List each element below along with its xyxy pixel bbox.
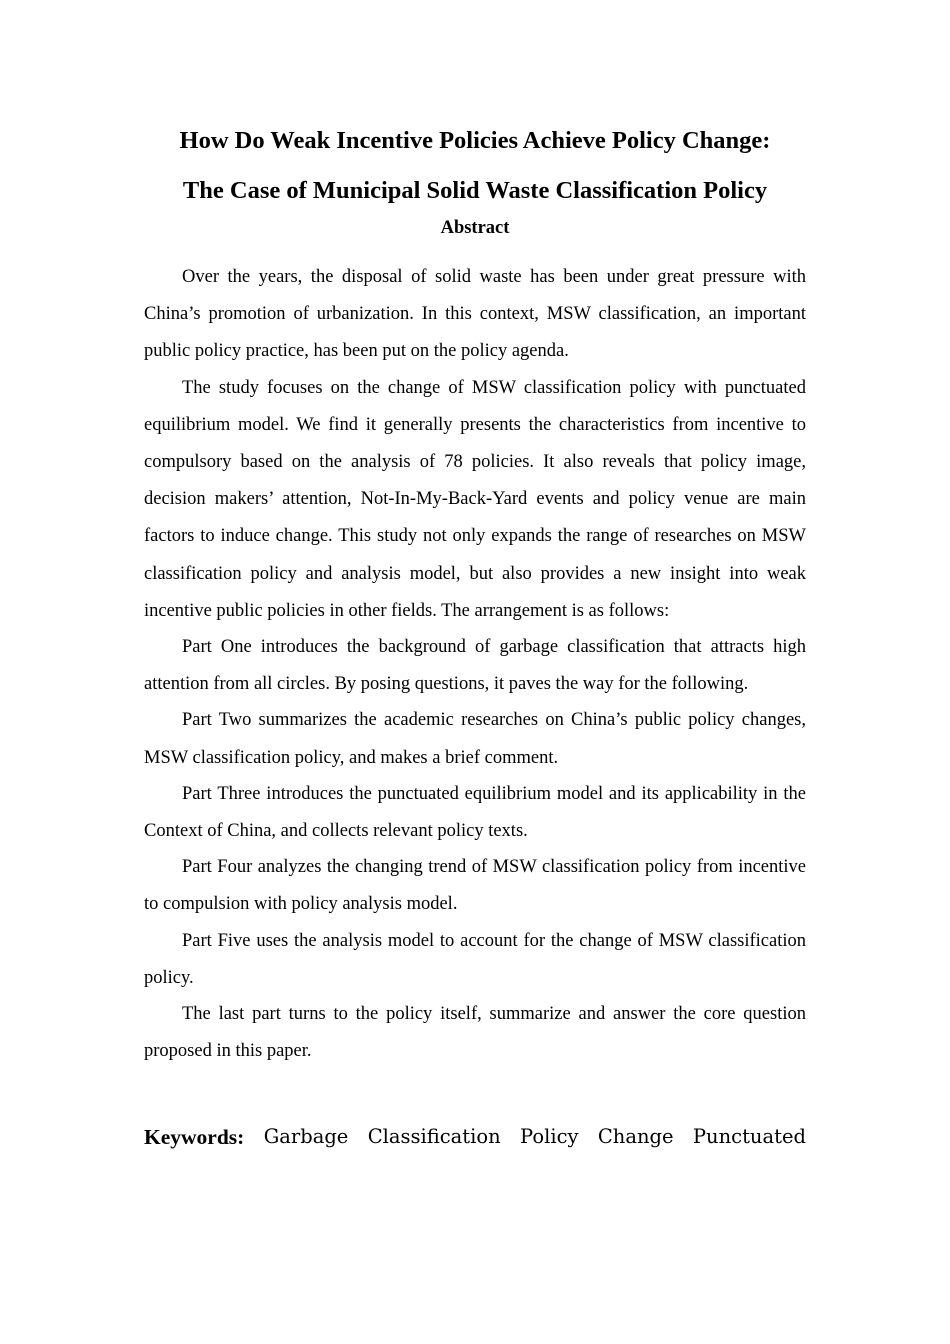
- keyword: Punctuated: [692, 1125, 806, 1148]
- paper-title-line-1: How Do Weak Incentive Policies Achieve Policy Change:: [179, 127, 771, 154]
- abstract-paragraph: Part Five uses the analysis model to account for the change of MSW classification policy.: [144, 930, 806, 988]
- abstract-heading: Abstract: [440, 218, 510, 238]
- abstract-paragraph: The last part turns to the policy itself, summarize and answer the core question proposed in this paper.: [144, 1004, 806, 1062]
- abstract-paragraph: Part Four analyzes the changing trend of MSW classification policy from incentive to compulsion with policy analysis model.: [144, 857, 806, 915]
- keyword: Change: [597, 1125, 674, 1148]
- abstract-paragraph: The study focuses on the change of MSW classification policy with punctuated equilibrium model. We find it generally presents the characteristics from incentive to compulsory based on the analysis of 78 policies. It also reveals that policy image, decision makers’ attention, Not-In-My-Back-Yard events and policy venue are main factors to induce change. This study not only expands the range of researches on MSW classification policy and analysis model, but also provides a new insight into weak incentive public policies in other fields. The arrangement is as follows:: [144, 377, 806, 621]
- abstract-paragraph: Part Three introduces the punctuated equilibrium model and its applicability in the Context of China, and collects relevant policy texts.: [144, 783, 806, 842]
- abstract-paragraph: Part Two summarizes the academic researches on China’s public policy changes, MSW classification policy, and makes a brief comment.: [144, 710, 806, 768]
- keywords-label: Keywords:: [144, 1125, 245, 1149]
- abstract-body: [144, 259, 806, 1070]
- keyword: Classification: [367, 1125, 501, 1148]
- keyword: Garbage: [263, 1125, 349, 1148]
- paper-title-line-2: The Case of Municipal Solid Waste Classification Policy: [182, 177, 768, 204]
- keywords-line: [144, 1120, 806, 1154]
- keyword: Policy: [520, 1125, 579, 1148]
- abstract-paragraph: Part One introduces the background of garbage classification that attracts high attention from all circles. By posing questions, it paves the way for the following.: [144, 637, 806, 695]
- abstract-paragraph: Over the years, the disposal of solid waste has been under great pressure with China’s promotion of urbanization. In this context, MSW classification, an important public policy practice, has been put on the policy agenda.: [144, 267, 806, 362]
